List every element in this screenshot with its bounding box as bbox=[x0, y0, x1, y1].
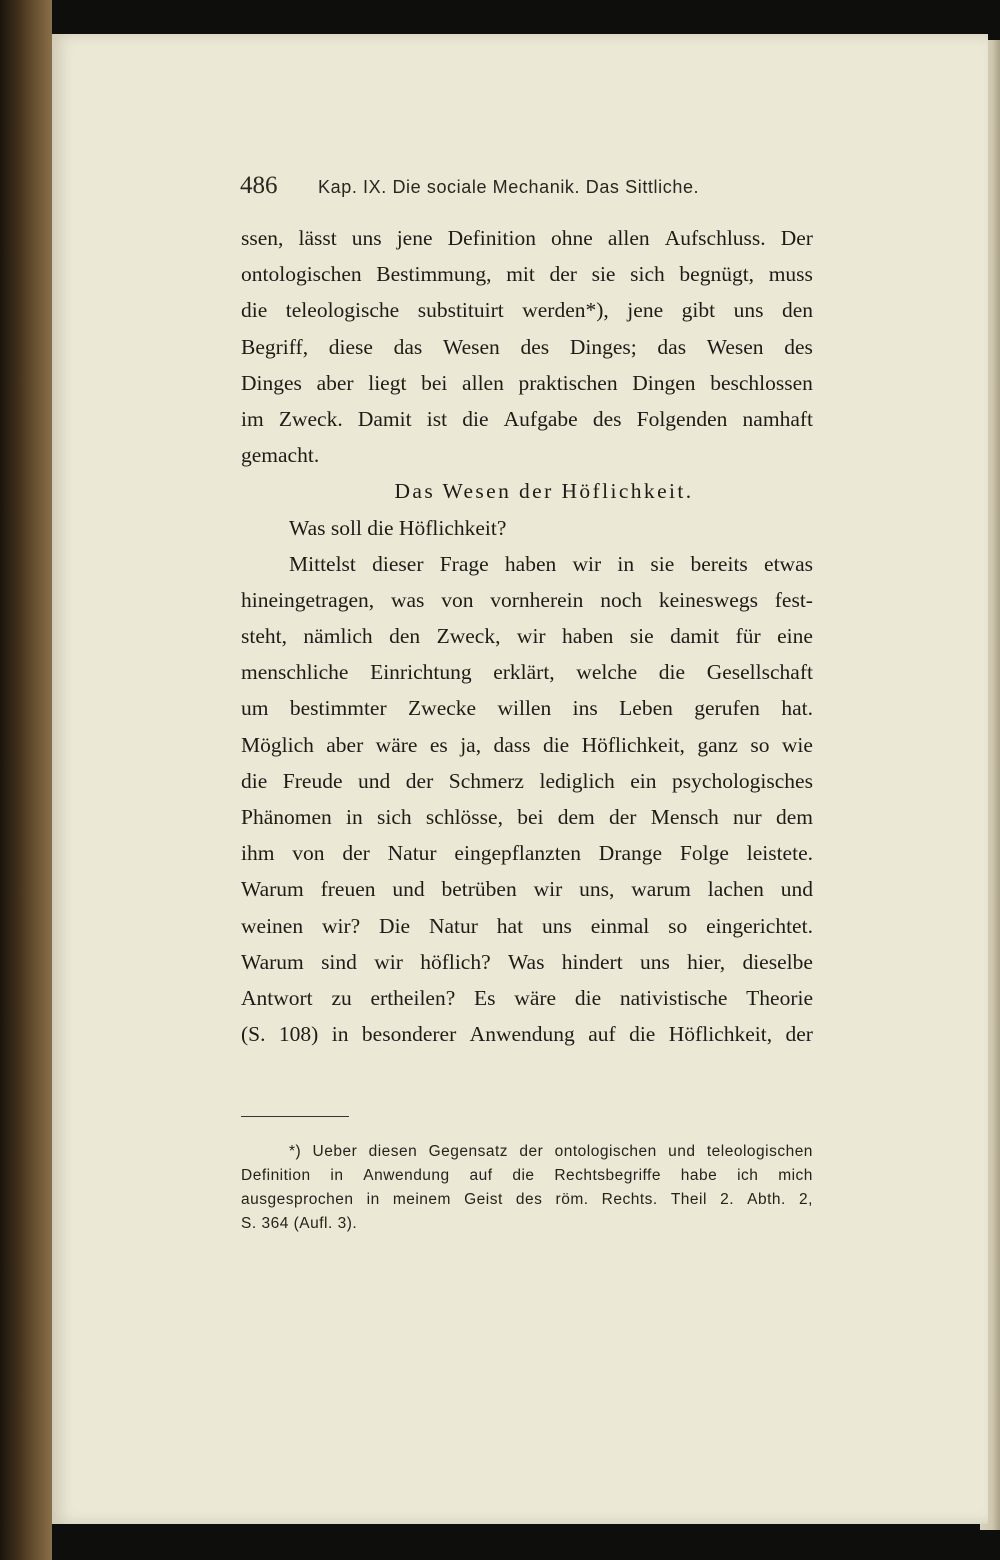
word: Natur bbox=[387, 841, 437, 866]
word: menschliche bbox=[241, 660, 349, 685]
word: der bbox=[342, 841, 370, 866]
word: welche bbox=[576, 660, 638, 685]
word: psychologisches bbox=[672, 768, 813, 793]
word: diese bbox=[328, 334, 373, 359]
word: Folgenden bbox=[636, 406, 728, 431]
word: Was bbox=[507, 949, 545, 974]
word: Freude bbox=[282, 768, 343, 793]
word: schlösse, bbox=[425, 805, 503, 829]
word: Definition bbox=[447, 226, 536, 250]
word: für bbox=[735, 624, 761, 649]
footnote-line: S. 364 (Aufl. 3). bbox=[241, 1215, 358, 1232]
question-line: Was soll die Höflichkeit? bbox=[289, 515, 507, 540]
word: hier, bbox=[687, 949, 726, 974]
word: so bbox=[750, 732, 770, 757]
word: wir bbox=[374, 949, 403, 974]
running-title: Kap. IX. Die sociale Mechanik. Das Sittliche. bbox=[318, 177, 700, 197]
word: muss bbox=[768, 262, 813, 287]
word: eingerichtet. bbox=[706, 913, 813, 938]
word: in bbox=[331, 1022, 349, 1047]
word: das bbox=[393, 334, 423, 359]
word: Einrichtung bbox=[370, 660, 472, 685]
word: Theorie bbox=[746, 985, 813, 1010]
word: uns bbox=[351, 226, 382, 250]
word: Warum bbox=[241, 949, 304, 974]
word: Zwecke bbox=[408, 696, 477, 721]
word: ist bbox=[426, 406, 448, 431]
word: Mensch bbox=[650, 805, 719, 829]
word: einmal bbox=[590, 913, 650, 938]
word: der bbox=[549, 262, 577, 287]
word: Wesen bbox=[706, 334, 764, 359]
word: ausgesprochen bbox=[241, 1191, 354, 1208]
word: der bbox=[609, 805, 637, 829]
word: Definition bbox=[241, 1167, 311, 1184]
word: bei bbox=[517, 805, 544, 829]
text-line bbox=[241, 799, 813, 835]
word: des bbox=[520, 334, 550, 359]
word: 2, bbox=[798, 1191, 813, 1208]
word: sich bbox=[377, 805, 412, 829]
word: mit bbox=[506, 262, 535, 287]
word: des bbox=[784, 334, 813, 359]
word: Geist bbox=[464, 1191, 503, 1208]
word: steht, bbox=[241, 624, 287, 649]
word: aber bbox=[316, 370, 354, 395]
word: röm. bbox=[555, 1191, 589, 1208]
word: dass bbox=[493, 732, 531, 757]
word: etwas bbox=[764, 551, 813, 576]
word: Frage bbox=[439, 551, 489, 576]
word: des bbox=[592, 406, 622, 431]
word: sie bbox=[591, 262, 616, 287]
word: Leben bbox=[619, 696, 673, 721]
word: Dinges; bbox=[569, 334, 637, 359]
word: Damit bbox=[357, 406, 412, 431]
word: praktischen bbox=[518, 370, 618, 395]
text-line bbox=[241, 690, 813, 726]
word: freuen bbox=[320, 877, 376, 902]
word: des bbox=[515, 1191, 543, 1208]
word: Natur bbox=[428, 913, 478, 938]
word: Warum bbox=[241, 877, 304, 902]
word: namhaft bbox=[742, 406, 813, 431]
word: die bbox=[512, 1167, 535, 1184]
word: und bbox=[780, 877, 813, 902]
text-line bbox=[241, 329, 813, 365]
word: wäre bbox=[514, 985, 557, 1010]
word: Mittelst bbox=[289, 551, 356, 576]
word: 2. bbox=[720, 1191, 735, 1208]
word: meinem bbox=[392, 1191, 451, 1208]
word: liegt bbox=[368, 370, 407, 395]
word: Aufgabe bbox=[503, 406, 578, 431]
word: aber bbox=[326, 732, 364, 757]
word: dem bbox=[775, 805, 813, 829]
word: substituirt bbox=[417, 298, 504, 323]
word: erklärt, bbox=[493, 660, 555, 685]
word: das bbox=[657, 334, 687, 359]
word: es bbox=[429, 732, 448, 757]
word: Rechtsbegriffe bbox=[554, 1167, 661, 1184]
word: auf bbox=[469, 1167, 493, 1184]
word: Folge bbox=[679, 841, 729, 866]
word: uns bbox=[541, 913, 572, 938]
word: habe bbox=[680, 1167, 718, 1184]
word: die bbox=[574, 985, 602, 1010]
word: die bbox=[658, 660, 686, 685]
word: höflich? bbox=[420, 949, 491, 974]
word: sie bbox=[629, 624, 654, 649]
word: dem bbox=[557, 805, 595, 829]
word: bestimmter bbox=[289, 696, 387, 721]
word: der bbox=[785, 1022, 813, 1047]
word: und bbox=[358, 768, 391, 793]
word: so bbox=[668, 913, 688, 938]
word: Möglich bbox=[241, 732, 314, 757]
word: werden*), bbox=[522, 298, 609, 323]
word: Gegensatz bbox=[428, 1143, 509, 1160]
text-line bbox=[241, 654, 813, 690]
word: dieselbe bbox=[742, 949, 813, 974]
word: wir? bbox=[321, 913, 361, 938]
word: den bbox=[781, 298, 813, 323]
word: Bestimmung, bbox=[376, 262, 492, 287]
page-number: 486 bbox=[240, 172, 278, 199]
word: haben bbox=[504, 551, 557, 576]
word: und bbox=[668, 1143, 696, 1160]
word: sich bbox=[630, 262, 665, 287]
text-line bbox=[241, 835, 813, 871]
word: wir bbox=[533, 877, 563, 902]
text-line bbox=[241, 582, 813, 618]
text-line bbox=[241, 618, 813, 654]
text-line bbox=[241, 546, 813, 582]
word: Die bbox=[379, 913, 411, 938]
word: Höflichkeit, bbox=[668, 1022, 773, 1047]
word: die bbox=[629, 1022, 656, 1047]
word: wir bbox=[572, 551, 602, 576]
text-line bbox=[241, 401, 813, 437]
word: der bbox=[519, 1143, 544, 1160]
word: haben bbox=[562, 624, 614, 649]
word: Begriff, bbox=[241, 334, 309, 359]
word: eingepflanzten bbox=[454, 841, 581, 866]
word: Höflichkeit, bbox=[581, 732, 685, 757]
word: Anwendung bbox=[469, 1022, 575, 1047]
word: uns bbox=[733, 298, 764, 323]
footnote bbox=[241, 1140, 813, 1236]
text-line bbox=[241, 292, 813, 328]
word: ihm bbox=[241, 841, 275, 866]
word: bereits bbox=[690, 551, 748, 576]
word: Wesen bbox=[443, 334, 500, 359]
word: Antwort bbox=[241, 985, 313, 1010]
word: die bbox=[241, 298, 268, 323]
word: wir bbox=[516, 624, 546, 649]
word: Schmerz bbox=[448, 768, 524, 793]
word: Dingen bbox=[632, 370, 696, 395]
word: mich bbox=[778, 1167, 813, 1184]
word: in bbox=[346, 805, 363, 829]
word: wäre bbox=[375, 732, 418, 757]
word: gerufen bbox=[694, 696, 760, 721]
word: begnügt, bbox=[679, 262, 755, 287]
word: noch bbox=[600, 587, 643, 612]
word: Anwendung bbox=[363, 1167, 450, 1184]
word: beschlossen bbox=[710, 370, 813, 395]
word: nativistische bbox=[619, 985, 728, 1010]
word: um bbox=[241, 696, 269, 721]
word: (S. bbox=[241, 1022, 266, 1047]
word: die bbox=[462, 406, 489, 431]
word: damit bbox=[670, 624, 720, 649]
word: teleologischen bbox=[706, 1143, 813, 1160]
text-line bbox=[241, 256, 813, 292]
word: lachen bbox=[707, 877, 764, 902]
word: Gesellschaft bbox=[706, 660, 813, 685]
word: Theil bbox=[670, 1191, 707, 1208]
word: uns, bbox=[579, 877, 615, 902]
word: Abth. bbox=[747, 1191, 786, 1208]
text-line bbox=[241, 763, 813, 799]
word: Der bbox=[780, 226, 813, 250]
text-line bbox=[241, 365, 813, 401]
word: jene bbox=[396, 226, 433, 250]
word: ich bbox=[737, 1167, 759, 1184]
word: Zweck. bbox=[278, 406, 343, 431]
word: hindert bbox=[561, 949, 623, 974]
text-line bbox=[241, 908, 813, 944]
word: fest- bbox=[774, 587, 813, 612]
text-line: gemacht. bbox=[241, 443, 320, 468]
word: und bbox=[392, 877, 425, 902]
text-line bbox=[241, 871, 813, 907]
word: Ueber bbox=[312, 1143, 358, 1160]
word: jene bbox=[627, 298, 664, 323]
word: die bbox=[542, 732, 570, 757]
word: Phänomen bbox=[241, 805, 332, 829]
word: in bbox=[330, 1167, 344, 1184]
word: sind bbox=[321, 949, 357, 974]
word: nämlich bbox=[303, 624, 373, 649]
word: hat bbox=[496, 913, 524, 938]
word: ein bbox=[630, 768, 657, 793]
word: betrüben bbox=[441, 877, 517, 902]
word: ins bbox=[572, 696, 598, 721]
word: allen bbox=[462, 370, 504, 395]
footnote-rule bbox=[241, 1116, 349, 1117]
word: Rechts. bbox=[601, 1191, 658, 1208]
word: *) bbox=[289, 1143, 302, 1160]
word: zu bbox=[331, 985, 352, 1010]
word: in bbox=[617, 551, 635, 576]
footnote-line bbox=[241, 1188, 813, 1212]
word: von bbox=[441, 587, 474, 612]
text-line bbox=[241, 980, 813, 1016]
word: von bbox=[292, 841, 325, 866]
word: Aufschluss. bbox=[664, 226, 766, 250]
word: gibt bbox=[681, 298, 716, 323]
word: sie bbox=[650, 551, 675, 576]
footnote-line bbox=[241, 1164, 813, 1188]
word: Drange bbox=[598, 841, 663, 866]
word: willen bbox=[497, 696, 552, 721]
word: hineingetragen, bbox=[241, 587, 375, 612]
word: den bbox=[389, 624, 421, 649]
word: ssen, bbox=[241, 226, 284, 250]
word: ohne bbox=[551, 226, 593, 250]
word: ertheilen? bbox=[370, 985, 456, 1010]
word: diesen bbox=[368, 1143, 418, 1160]
word: bei bbox=[421, 370, 448, 395]
word: die bbox=[241, 768, 268, 793]
word: lässt bbox=[298, 226, 337, 250]
word: allen bbox=[607, 226, 650, 250]
text-line bbox=[241, 727, 813, 763]
word: hat. bbox=[781, 696, 813, 721]
word: Zweck, bbox=[436, 624, 501, 649]
word: keineswegs bbox=[658, 587, 758, 612]
word: teleologische bbox=[285, 298, 400, 323]
word: ontologischen bbox=[554, 1143, 657, 1160]
text-line bbox=[241, 944, 813, 980]
main-text bbox=[241, 220, 813, 1052]
text-line bbox=[241, 1016, 813, 1052]
word: was bbox=[390, 587, 425, 612]
word: leistete. bbox=[746, 841, 813, 866]
word: besonderer bbox=[361, 1022, 457, 1047]
word: ja, bbox=[460, 732, 482, 757]
word: auf bbox=[588, 1022, 616, 1047]
word: Dinges bbox=[241, 370, 302, 395]
word: uns bbox=[639, 949, 670, 974]
word: vornherein bbox=[490, 587, 584, 612]
word: nur bbox=[733, 805, 762, 829]
word: 108) bbox=[278, 1022, 319, 1047]
text-line bbox=[241, 220, 813, 256]
word: ontologischen bbox=[241, 262, 362, 287]
word: in bbox=[366, 1191, 380, 1208]
word: wie bbox=[781, 732, 813, 757]
section-heading: Das Wesen der Höflichkeit. bbox=[394, 479, 694, 504]
footnote-line bbox=[241, 1140, 813, 1164]
word: der bbox=[405, 768, 434, 793]
word: lediglich bbox=[539, 768, 615, 793]
word: Es bbox=[474, 985, 496, 1010]
word: im bbox=[241, 406, 264, 431]
word: ganz bbox=[697, 732, 738, 757]
word: warum bbox=[631, 877, 691, 902]
book-spine-edge bbox=[0, 0, 52, 1560]
word: eine bbox=[777, 624, 813, 649]
word: dieser bbox=[372, 551, 424, 576]
word: weinen bbox=[241, 913, 304, 938]
